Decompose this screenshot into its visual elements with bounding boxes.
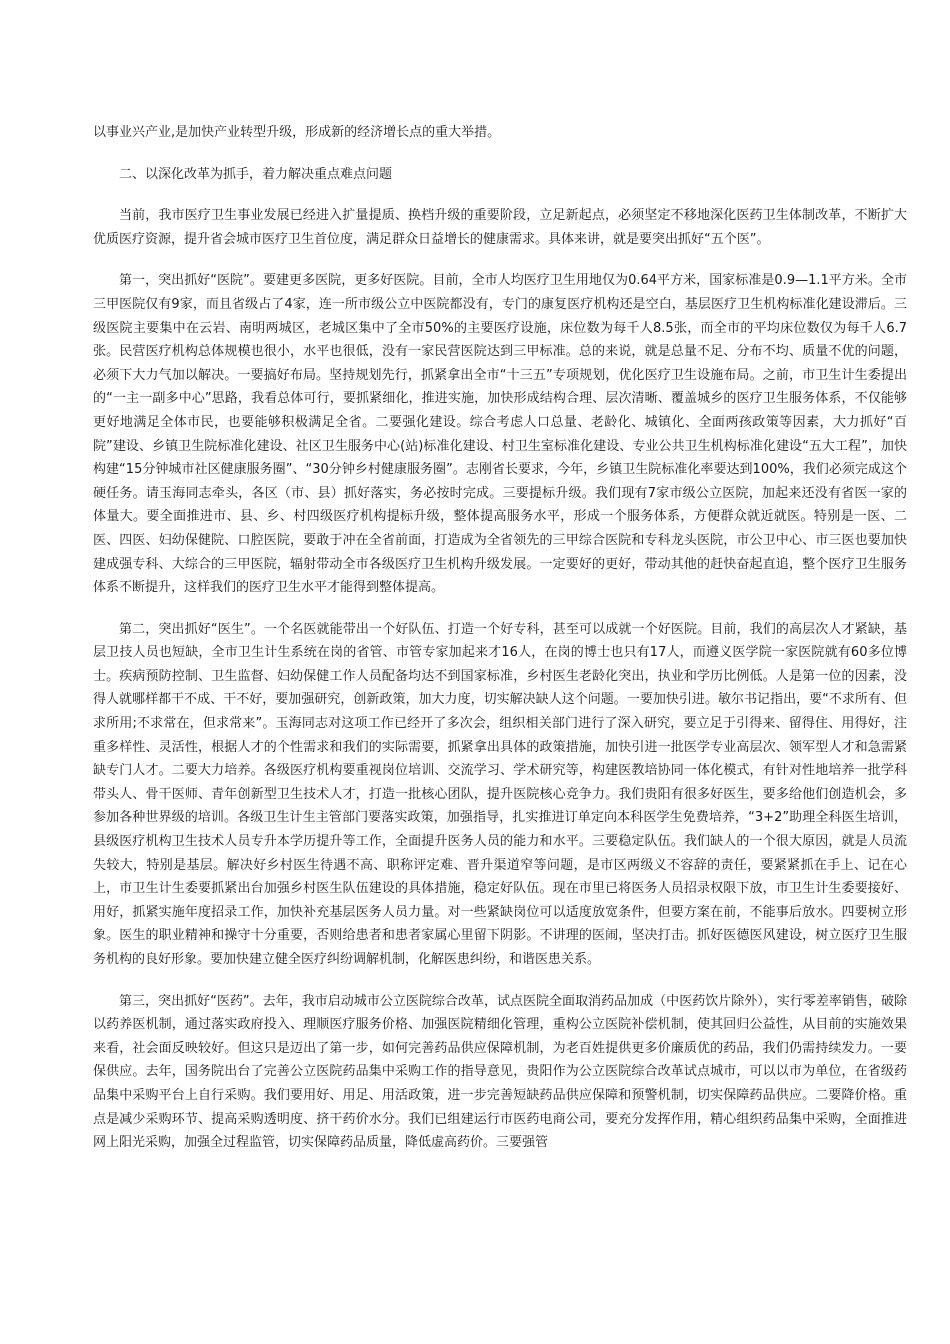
paragraph-doctors: 第二，突出抓好“医生”。一个名医就能带出一个好队伍、打造一个好专科，甚至可以成就一个好医院。目前，我们的高层次人才紧缺，基层卫技人员也短缺，全市卫生计生系统在岗的省管、市管专家加起来才16人，在岗的博士也只有17人，而遵义医学院一家医院就有60多位博士。疾病预防控制、卫生监督、妇幼保健工作人员配备均达不到国家标准，乡村医生老龄化突出，执业和学历比例低。人是第一位的因素，没得人就哪样都干不成、干不好，要加强研究，创新政策，加大力度，切实解决缺人这个问题。一要加快引进。敏尔书记指出，要“不求所有、但求所用;不求常在，但求常来”。玉海同志对这项工作已经开了多次会，组织相关部门进行了深入研究，要立足于引得来、留得住、用得好，注重多样性、灵活性，根据人才的个性需求和我们的实际需要，抓紧拿出具体的政策措施，加快引进一批医学专业高层次、领军型人才和急需紧缺专门人才。二要大力培养。各级医疗机构要重视岗位培训、交流学习、学术研究等，构建医教培协同一体化模式，有针对性地培养一批学科带头人、骨干医师、青年创新型卫生技术人才，打造一批核心团队，提升医院核心竞争力。我们贵阳有很多好医生，要多给他们创造机会，多参加各种世界级的培训。各级卫生计生主管部门要落实政策，加强指导，扎实推进订单定向本科医学生免费培养，“3+2”助理全科医生培训，县级医疗机构卫生技术人员专升本学历提升等工作，全面提升医务人员的能力和水平。三要稳定队伍。我们缺人的一个很大原因，就是人员流失较大，特别是基层。解决好乡村医生待遇不高、职称评定难、晋升渠道窄等问题，是市区两级义不容辞的责任，要紧紧抓在手上、记在心上，市卫生计生委要抓紧出台加强乡村医生队伍建设的具体措施，稳定好队伍。现在市里已将医务人员招录权限下放，市卫生计生委要接好、用好，抓紧实施年度招录工作，加快补充基层医务人员力量。对一些紧缺岗位可以适度放宽条件，但要方案在前，不能事后放水。四要树立形象。医生的职业精神和操守十分重要，否则给患者和患者家属心里留下阴影。不讲理的医闹，坚决打击。抓好医德医风建设，树立医疗卫生服务机构的良好形象。要加快建立健全医疗纠纷调解机制，化解医患纠纷，和谐医患关系。 (93, 621, 907, 967)
section-heading: 二、以深化改革为抓手，着力解决重点难点问题 (119, 166, 393, 182)
paragraph-overview: 当前，我市医疗卫生事业发展已经进入扩量提质、换档升级的重要阶段，立足新起点，必须坚定不移地深化医药卫生体制改革，不断扩大优质医疗资源，提升省会城市医疗卫生首位度，满足群众日益增长的健康需求。具体来讲，就是要突出抓好“五个医”。 (93, 208, 907, 247)
paragraph-hospitals: 第一，突出抓好“医院”。要建更多医院，更多好医院。目前，全市人均医疗卫生用地仅为0.64平方米，国家标准是0.9—1.1平方米。全市三甲医院仅有9家，而且省级占了4家，连一所市级公立中医院都没有，专门的康复医疗机构还是空白，基层医疗卫生机构标准化建设滞后。三级医院主要集中在云岩、南明两城区，老城区集中了全市50%的主要医疗设施，床位数为每千人8.5张，而全市的平均床位数仅为每千人6.7张。民营医疗机构总体规模也很小，水平也很低，没有一家民营医院达到三甲标准。总的来说，就是总量不足、分布不均、质量不优的问题，必须下大力气加以解决。一要搞好布局。坚持规划先行，抓紧拿出全市“十三五”专项规划，优化医疗卫生设施布局。之前，市卫生计生委提出的“一主一副多中心”思路，我看总体可行，要抓紧细化，推进实施，加快形成结构合理、层次清晰、覆盖城乡的医疗卫生服务体系，不仅能够更好地满足全体市民，也要能够积极满足全省。二要强化建设。综合考虑人口总量、老龄化、城镇化、全面两孩政策等因素，大力抓好“百院”建设、乡镇卫生院标准化建设、社区卫生服务中心(站)标准化建设、村卫生室标准化建设、专业公共卫生机构标准化建设“五大工程”，加快构建“15分钟城市社区健康服务圈”、“30分钟乡村健康服务圈”。志刚省长要求，今年，乡镇卫生院标准化率要达到100%，我们必须完成这个硬任务。请玉海同志牵头，各区（市、县）抓好落实，务必按时完成。三要提标升级。我们现有7家市级公立医院，加起来还没有省医一家的体量大。要全面推进市、县、乡、村四级医疗机构提标升级，整体提高服务水平，形成一个服务体系，方便群众就近就医。特别是一医、二医、四医、妇幼保健院、口腔医院，要敢于冲在全省前面，打造成为全省领先的三甲综合医院和专科龙头医院，市公卫中心、市三医也要加快建成强专科、大综合的三甲医院，辐射带动全市各级医疗卫生机构升级发展。一定要好的更好，带动其他的赶快奋起直追，整个医疗卫生服务体系不断提升，这样我们的医疗卫生水平才能得到整体提高。 (93, 273, 907, 596)
paragraph-intro: 以事业兴产业,是加快产业转型升级，形成新的经济增长点的重大举措。 (93, 125, 501, 140)
document-body (93, 121, 907, 1173)
paragraph-medicine: 第三，突出抓好“医药”。去年，我市启动城市公立医院综合改革，试点医院全面取消药品加成（中医药饮片除外），实行零差率销售，破除以药养医机制，通过落实政府投入、理顺医疗服务价格、加强医院精细化管理，重构公立医院补偿机制，使其回归公益性，从目前的实施效果来看，社会面反映较好。但这只是迈出了第一步，如何完善药品供应保障机制，为老百姓提供更多价廉质优的药品，我们仍需持续发力。一要保供应。去年，国务院出台了完善公立医院药品集中采购工作的指导意见，贵阳作为公立医院综合改革试点城市，可以以市为单位，在省级药品集中采购平台上自行采购。我们要用好、用足、用活政策，进一步完善短缺药品供应保障和预警机制，切实保障药品供应。二要降价格。重点是减少采购环节、提高采购透明度、挤干药价水分。我们已组建运行市医药电商公司，要充分发挥作用，精心组织药品集中采购，全面推进网上阳光采购，加强全过程监管，切实保障药品质量，降低虚高药价。三要强管 (93, 993, 907, 1151)
